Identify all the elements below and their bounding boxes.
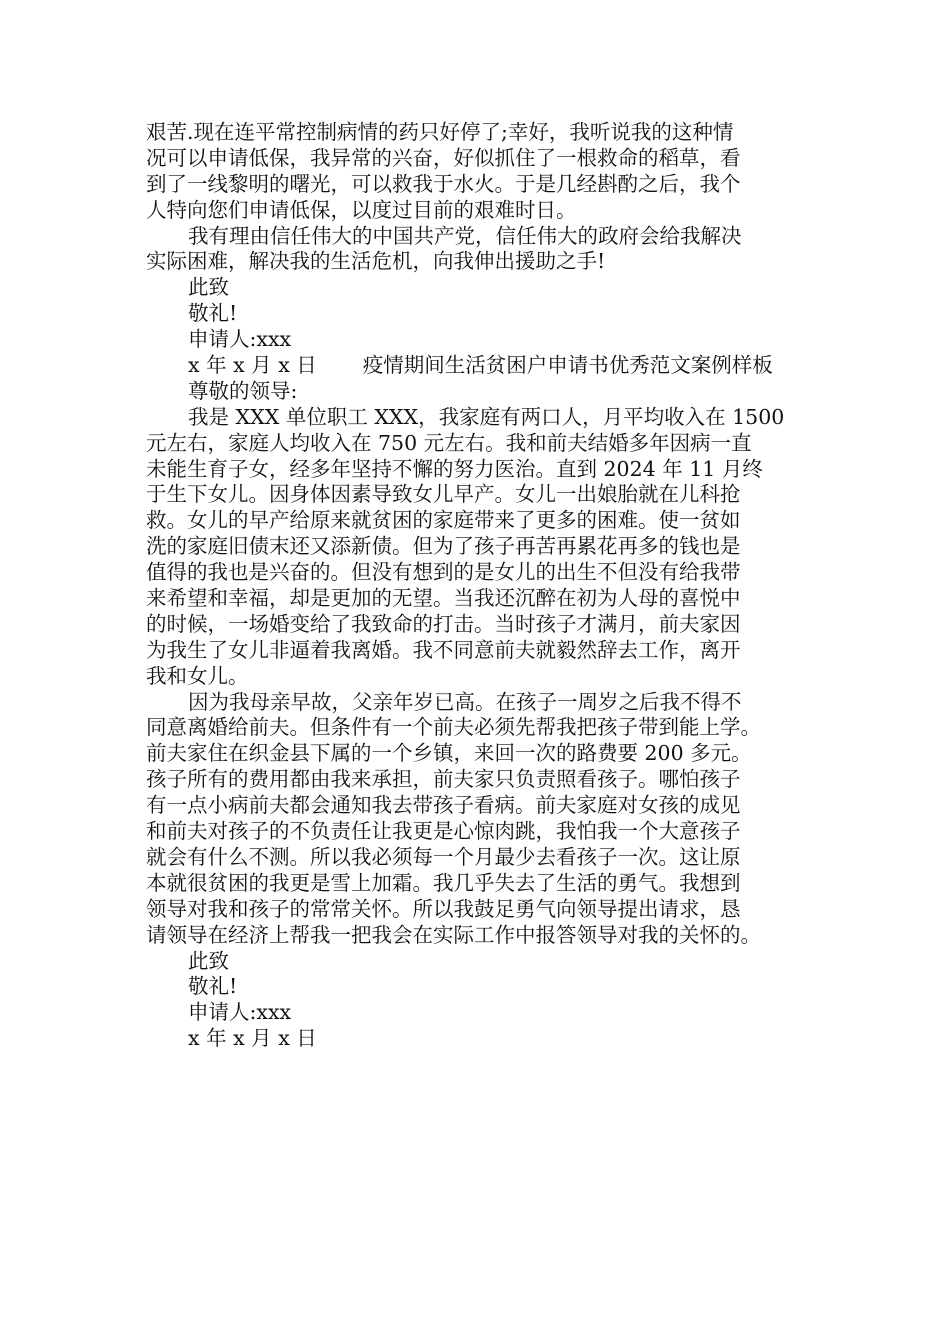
- paragraph-line: 人特向您们申请低保，以度过目前的艰难时日。: [146, 197, 577, 222]
- paragraph-line: 因为我母亲早故，父亲年岁已高。在孩子一周岁之后我不得不: [188, 689, 742, 714]
- closing-text: 此致: [188, 275, 229, 300]
- paragraph-line: 救。女儿的早产给原来就贫困的家庭带来了更多的困难。使一贫如: [146, 508, 741, 533]
- paragraph-line: 实际困难，解决我的生活危机，向我伸出援助之手!: [146, 249, 606, 274]
- document-page: [146, 120, 814, 1052]
- paragraph-line: 值得的我也是兴奋的。但没有想到的是女儿的出生不但没有给我带: [146, 560, 741, 585]
- paragraph-line: 我和女儿。: [146, 663, 249, 688]
- greeting: 尊敬的领导:: [188, 378, 298, 403]
- paragraph-line: 我有理由信任伟大的中国共产党，信任伟大的政府会给我解决: [188, 223, 742, 248]
- paragraph-line: 同意离婚给前夫。但条件有一个前夫必须先帮我把孩子带到能上学。: [146, 715, 761, 740]
- paragraph-line: 有一点小病前夫都会通知我去带孩子看病。前夫家庭对女孩的成见: [146, 793, 741, 818]
- paragraph-line: 本就很贫困的我更是雪上加霜。我几乎失去了生活的勇气。我想到: [146, 870, 741, 895]
- paragraph-line: 请领导在经济上帮我一把我会在实际工作中报答领导对我的关怀的。: [146, 922, 761, 947]
- paragraph-line: 艰苦.现在连平常控制病情的药只好停了;幸好，我听说我的这种情: [146, 120, 734, 144]
- paragraph-line: 孩子所有的费用都由我来承担，前夫家只负责照看孩子。哪怕孩子: [146, 767, 741, 792]
- paragraph-line: 来希望和幸福，却是更加的无望。当我还沉醉在初为人母的喜悦中: [146, 586, 741, 611]
- document-title: 疫情期间生活贫困户申请书优秀范文案例样板: [362, 353, 773, 378]
- date-title-line: [146, 353, 814, 379]
- paragraph-line: 况可以申请低保，我异常的兴奋，好似抓住了一根救命的稻草，看: [146, 145, 741, 170]
- salute-text: 敬礼!: [188, 974, 238, 999]
- paragraph-line: 就会有什么不测。所以我必须每一个月最少去看孩子一次。这让原: [146, 844, 741, 869]
- paragraph-line: 和前夫对孩子的不负责任让我更是心惊肉跳，我怕我一个大意孩子: [146, 819, 741, 844]
- letter-date: x 年 x 月 x 日: [188, 353, 317, 378]
- paragraph-line: 洗的家庭旧债末还又添新债。但为了孩子再苦再累花再多的钱也是: [146, 534, 741, 559]
- paragraph-line: 于生下女儿。因身体因素导致女儿早产。女儿一出娘胎就在儿科抢: [146, 482, 741, 507]
- applicant-signature: 申请人:xxx: [188, 327, 292, 352]
- paragraph-line: 为我生了女儿非逼着我离婚。我不同意前夫就毅然辞去工作，离开: [146, 637, 741, 662]
- applicant-signature: 申请人:xxx: [188, 1000, 292, 1025]
- paragraph-line: 元左右，家庭人均收入在 750 元左右。我和前夫结婚多年因病一直: [146, 430, 752, 455]
- paragraph-line: 领导对我和孩子的常常关怀。所以我鼓足勇气向领导提出请求，恳: [146, 896, 741, 921]
- closing-text: 此致: [188, 948, 229, 973]
- paragraph-line: 到了一线黎明的曙光，可以救我于水火。于是几经斟酌之后，我个: [146, 171, 741, 196]
- paragraph-line: 的时候，一场婚变给了我致命的打击。当时孩子才满月，前夫家因: [146, 611, 741, 636]
- salute-text: 敬礼!: [188, 301, 238, 326]
- paragraph-line: 前夫家住在织金县下属的一个乡镇，来回一次的路费要 200 多元。: [146, 741, 752, 766]
- paragraph-line: 未能生育子女，经多年坚持不懈的努力医治。直到 2024 年 11 月终: [146, 456, 763, 481]
- paragraph-line: 我是 XXX 单位职工 XXX，我家庭有两口人，月平均收入在 1500: [188, 404, 785, 429]
- letter-date: x 年 x 月 x 日: [188, 1026, 317, 1051]
